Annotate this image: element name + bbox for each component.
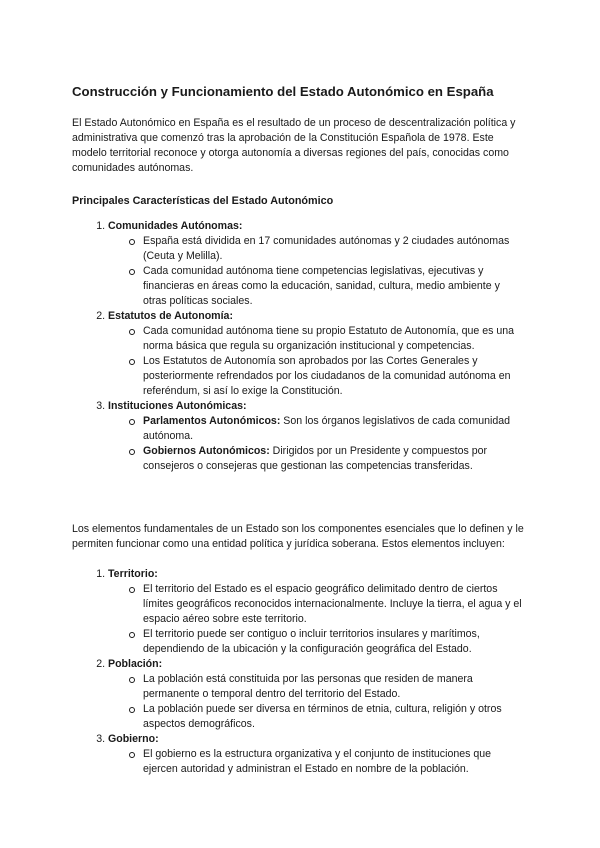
- bullet-item: Los Estatutos de Autonomía son aprobados por las Cortes Generales y posteriormente refrendados por los ciudadanos de la comunidad autónoma en referéndum, si así lo exige la Constitución.: [143, 354, 526, 399]
- list-item-estatutos: [108, 309, 526, 399]
- bullet-item: El gobierno es la estructura organizativa y el conjunto de instituciones que ejercen autoridad y administran el Estado en nombre de la población.: [143, 747, 526, 777]
- item-title: Instituciones Autonómicas:: [108, 400, 247, 412]
- intro-paragraph: El Estado Autonómico en España es el resultado de un proceso de descentralización política y administrativa que comenzó tras la aprobación de la Constitución Española de 1978. Este modelo territorial reconoce y otorga autonomía a diversas regiones del país, conocidas como comunidades autónomas.: [72, 117, 516, 174]
- item-title: Comunidades Autónomas:: [108, 220, 243, 232]
- sub-list: [108, 582, 526, 657]
- bullet-text: Son los órganos legislativos de cada comunidad autónoma.: [143, 415, 511, 442]
- item-title: Gobierno:: [108, 733, 159, 745]
- bullet-item: [143, 444, 526, 474]
- bullet-lead: Gobiernos Autonómicos:: [143, 445, 270, 457]
- list-item-gobierno: [108, 732, 526, 777]
- bullet-item: Cada comunidad autónoma tiene su propio Estatuto de Autonomía, que es una norma básica que regula su organización institucional y competencias.: [143, 324, 526, 354]
- section-heading-characteristics: Principales Características del Estado Autonómico: [72, 195, 334, 207]
- item-title: Territorio:: [108, 568, 158, 580]
- item-title: Estatutos de Autonomía:: [108, 310, 233, 322]
- bullet-lead: Parlamentos Autonómicos:: [143, 415, 281, 427]
- bullet-item: La población está constituida por las personas que residen de manera permanente o temporal dentro del territorio del Estado.: [143, 672, 526, 702]
- sub-list: [108, 234, 526, 309]
- bullet-item: España está dividida en 17 comunidades autónomas y 2 ciudades autónomas (Ceuta y Melilla).: [143, 234, 526, 264]
- list-item-instituciones: [108, 399, 526, 474]
- list-item-territorio: [108, 567, 526, 657]
- list-item-poblacion: [108, 657, 526, 732]
- list-item-comunidades: [108, 219, 526, 309]
- bullet-item: La población puede ser diversa en términos de etnia, cultura, religión y otros aspectos demográficos.: [143, 702, 526, 732]
- section-spacer: [72, 474, 526, 522]
- bullet-item: El territorio del Estado es el espacio geográfico delimitado dentro de ciertos límites geográficos reconocidos internacionalmente. Incluye la tierra, el agua y el espacio aéreo sobre este territorio.: [143, 582, 526, 627]
- sub-list: [108, 747, 526, 777]
- sub-list: [108, 324, 526, 399]
- characteristics-list: [72, 219, 526, 474]
- elements-list: [72, 567, 526, 777]
- bullet-text: Dirigidos por un Presidente y compuestos por consejeros o consejeras que gestionan las competencias transferidas.: [143, 445, 488, 472]
- bullet-item: El territorio puede ser contiguo o incluir territorios insulares y marítimos, dependiendo de la ubicación y la configuración geográfica del Estado.: [143, 627, 526, 657]
- document-title: Construcción y Funcionamiento del Estado Autonómico en España: [72, 84, 494, 99]
- elements-intro-paragraph: Los elementos fundamentales de un Estado son los componentes esenciales que lo definen y le permiten funcionar como una entidad política y jurídica soberana. Estos elementos incluyen:: [72, 523, 524, 550]
- sub-list: [108, 414, 526, 474]
- bullet-item: [143, 414, 526, 444]
- item-title: Población:: [108, 658, 163, 670]
- bullet-item: Cada comunidad autónoma tiene competencias legislativas, ejecutivas y financieras en áreas como la educación, sanidad, cultura, medio ambiente y otras políticas sociales.: [143, 264, 526, 309]
- sub-list: [108, 672, 526, 732]
